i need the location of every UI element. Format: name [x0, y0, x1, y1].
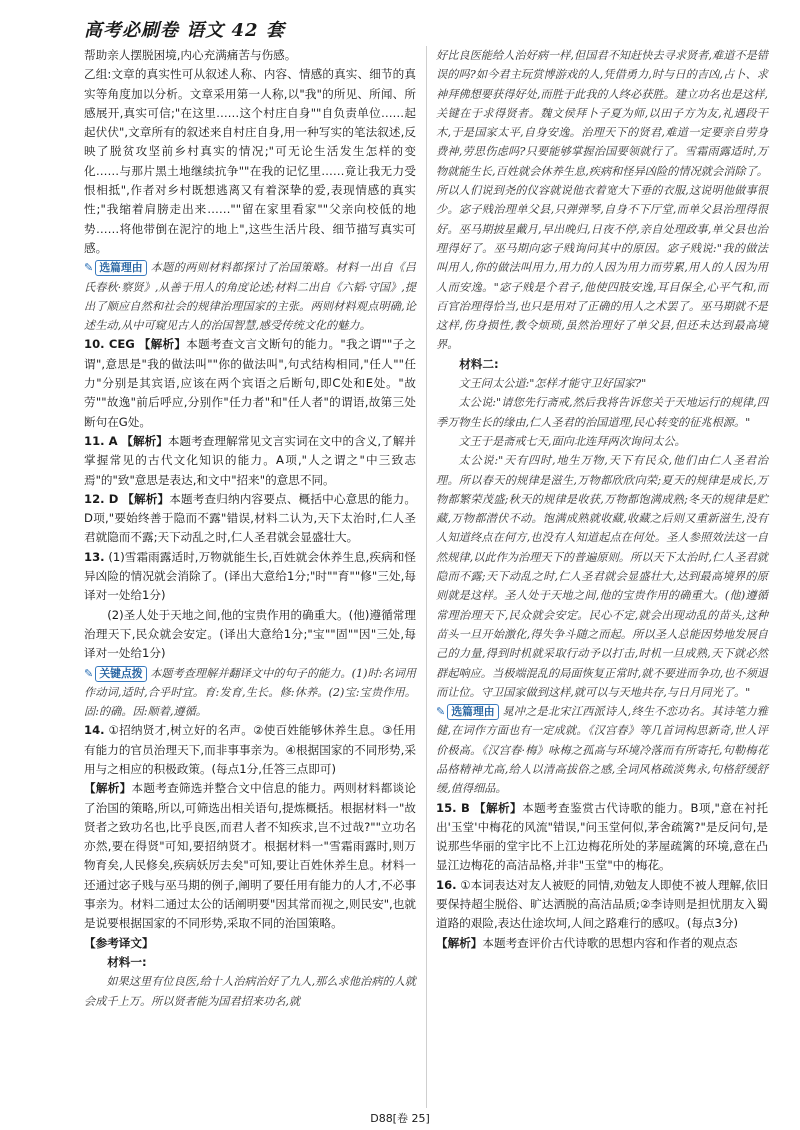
question-number: 14. [84, 723, 105, 738]
question-number: 16. [436, 877, 457, 892]
answer-paragraph [436, 451, 768, 702]
answer-paragraph [84, 664, 416, 722]
answer-paragraph [84, 490, 416, 548]
tag-label: 选篇理由 [447, 704, 498, 720]
paragraph-text: 本题考查理解并翻译文中的句子的能力。(1)时:名词用作动词,适时,合乎时宜。育:发育,生长。修:休养。(2)宝:宝贵作用。固:的确。因:顺着,遵循。 [84, 666, 416, 719]
answer-paragraph [436, 393, 768, 432]
analysis-label: 【解析】 [121, 433, 168, 448]
answer-paragraph [436, 46, 768, 355]
analysis-label: 【解析】 [138, 337, 187, 352]
pen-icon: ✎ [84, 666, 94, 680]
paragraph-text: 如果这里有位良医,给十人治病治好了九人,那么求他治病的人就会成千上万。所以贤者能为国君招来功名,就 [84, 975, 416, 1008]
answer-paragraph [84, 432, 416, 490]
paragraph-text: 帮助亲人摆脱困境,内心充满痛苦与伤感。 [84, 48, 297, 62]
answer-paragraph [84, 934, 416, 953]
paragraph-text: ①招纳贤才,树立好的名声。②使百姓能够休养生息。③任用有能力的官员治理天下,而非事事亲为。④根据国家的不同形势,采用与之相应的积极政策。(每点1分,任答三点即可) [84, 723, 416, 776]
paragraph-text: 本题考查筛选并整合文中信息的能力。两则材料都谈论了治国的策略,所以,可筛选出相关语句,提炼概括。根据材料一"故贤者之致功名也,比乎良医,而君人者不知疾求,岂不过哉?""立功名亦然,要在得贤"可知,要招纳贤才。根据材料一"雪霜雨露时,则万物育矣,人民修矣,疾病妖厉去矣"可知,要让百姓休养生息。材料一还通过宓子贱与巫马期的例子,阐明了要任用有能力的人才,不必事事亲为。材料二通过太公的话阐明要"因其常而视之,则民安",也就是说要根据国家的不同形势,采取不同的治国策略。 [84, 781, 416, 931]
question-number: 12. D [84, 491, 119, 506]
answer-paragraph [436, 934, 768, 953]
analysis-label: 【解析】 [122, 491, 170, 506]
answer-paragraph [84, 606, 416, 664]
answer-paragraph [436, 374, 768, 393]
page-header: 高考必刷卷 语文 42 套 [84, 20, 285, 41]
answer-paragraph [436, 702, 768, 798]
pen-icon: ✎ [84, 261, 94, 275]
answer-paragraph [436, 876, 768, 934]
paragraph-text: (1)雪霜雨露适时,万物就能生长,百姓就会休养生息,疾病和怪异凶险的情况就会消除了。(译出大意给1分;"时""育""修"三处,每译对一处给1分) [84, 549, 417, 603]
paragraph-text: 【参考译文】 [84, 935, 154, 950]
paragraph-text: 本题考查鉴赏古代诗歌的能力。B项,"意在衬托出'玉堂'中梅花的风流"错误,"问玉堂何似,茅舍疏篱?"是反问句,是说那些华丽的堂宇比不上江边梅花所处的茅屋疏篱的环境,意在凸显江边梅花的高洁品格,并非"玉堂"中的梅花。 [436, 800, 768, 873]
paragraph-text: 太公说:"天有四时,地生万物,天下有民众,他们由仁人圣君治理。所以春天的规律是滋生,万物都欣欣向荣;夏天的规律是成长,万物都繁荣茂盛;秋天的规律是收获,万物都饱满成熟;冬天的规律是贮藏,万物都潜伏不动。饱满成熟就收藏,收藏之后则又重新滋生,没有人知道终点在何方,也没有人知道起点在何处。圣人参照效法这一自然规律,以此作为治理天下的普遍原则。所以天下太治时,仁人圣君就隐而不露;天下动乱之时,仁人圣君就会显盛壮大,达到最高境界的原则就是这样。圣人处于天地之间,他的宝贵作用的确重大。(他)遵循常理治理天下,民众就会安定。民心不定,就会出现动乱的苗头,这种苗头一旦开始激化,得失争斗随之而起。所以圣人总能因势地发展自己的力量,得到时机就采取行动予以打击,时机一旦成熟,天下就必然群起响应。当极端混乱的局面恢复正常时,就不要进而争功,也不须退而让位。守卫国家做到这样,就可以与天地共存,与日月同光了。" [436, 454, 768, 699]
paragraph-text: (2)圣人处于天地之间,他的宝贵作用的确重大。(他)遵循常理治理天下,民众就会安定。(译出大意给1分;"宝""固""因"三处,每译对一处给1分) [84, 607, 416, 661]
answer-paragraph [84, 258, 416, 335]
column-divider [426, 46, 427, 1108]
paragraph-text: 本题考查文言文断句的能力。"我之谓""子之谓",意思是"我的做法叫""你的做法叫",句式结构相同,"任人""任力"分别是其宾语,应该在两个宾语之后断句,即C处和E处。"故劳""故逸"前后呼应,分别作"任力者"和"任人者"的谓语,故第三处断句在G处。 [84, 337, 417, 429]
answer-paragraph [436, 355, 768, 374]
answer-paragraph [436, 799, 768, 876]
answer-paragraph [84, 65, 416, 258]
paragraph-text: 本题考查归纳内容要点、概括中心意思的能力。D项,"要始终善于隐而不露"错误,材料二认为,天下太治时,仁人圣君就隐而不露;天下动乱之时,仁人圣君就会显盛壮大。 [84, 491, 416, 545]
paragraph-text: 材料二: [459, 356, 499, 371]
answer-paragraph [436, 432, 768, 451]
analysis-label: 【解析】 [436, 935, 483, 950]
page-number: D88[卷 25] [370, 1112, 430, 1125]
paragraph-text: 好比良医能给人治好病一样,但国君不知赶快去寻求贤者,难道不是错误的吗?如今君主玩赏博游戏的人,凭借勇力,时与日的吉凶,占卜、求神拜佛想要获得好处,而胜于此我的人终必获胜。建立功名也是这样,关键在于求得贤者。魏文侯拜卜子夏为师,以田子方为友,礼遇段干木,于是国家太平,自身安逸。治理天下的贤君,难道一定要亲自劳身费神,劳思伤虑吗?只要能够掌握治国要领就行了。雪霜雨露适时,万物就能生长,百姓就会休养生息,疾病和怪异凶险的情况就会消除了。所以人们说到尧的仪容就说他衣着宽大下垂的衣服,这说明他做事很少。宓子贱治理单父县,只弹弹琴,自身不下厅堂,而单父县治理得很好。巫马期披星戴月,早出晚归,日夜不停,亲自处理政事,单父县也治理得好了。巫马期向宓子贱询问其中的原因。宓子贱说:"我的做法叫用人,你的做法叫用力,用力的人因为用力而劳累,用人的人因为用人而安逸。"宓子贱是个君子,他使四肢安逸,耳目保全,心平气和,而百官治理得恰当,也只是用对了正确的用人之术罢了。巫马期就不是这样,伤身损性,教令烦琐,虽然治理好了单父县,但还未达到最高境界。 [436, 49, 768, 352]
answer-paragraph [84, 953, 416, 972]
paragraph-text: 晁冲之是北宋江西派诗人,终生不恋功名。其诗笔力雅健,在词作方面也有一定成就。《汉宫春》等几首词构思新奇,世人评价极高。《汉宫春·梅》咏梅之孤高与环境冷落而有所寄托,句勒梅花品格精神尤高,给人以清高拔俗之感,全词风格疏淡隽永,句格舒缓舒缓,值得细品。 [436, 705, 768, 796]
paragraph-text: 材料一: [107, 954, 147, 969]
tag-label: 选篇理由 [95, 260, 146, 276]
left-column [84, 46, 416, 1011]
analysis-label: 【解析】 [473, 800, 523, 815]
analysis-label: 【解析】 [84, 781, 132, 796]
paragraph-text: 太公说:"请您先行斋戒,然后我将告诉您关于天地运行的规律,四季万物生长的缘由,仁人圣君的治国道理,民心转变的征兆根源。" [436, 396, 768, 429]
paragraph-text: 本题考查理解常见文言实词在文中的含义,了解并掌握常见的古代文化知识的能力。A项,"人之谓之"中三致志焉"的"致"意思是表达,和文中"招来"的意思不同。 [84, 433, 416, 487]
pen-icon: ✎ [436, 705, 446, 719]
answer-paragraph [84, 46, 416, 65]
question-number: 15. B [436, 800, 470, 815]
question-number: 10. CEG [84, 337, 135, 352]
question-number: 11. A [84, 433, 118, 448]
question-number: 13. [84, 549, 105, 564]
answer-paragraph [84, 548, 416, 606]
paragraph-text: 文王问太公道:"怎样才能守卫好国家?" [458, 377, 647, 391]
paragraph-text: 乙组:文章的真实性可从叙述人称、内容、情感的真实、细节的真实等角度加以分析。文章采用第一人称,以"我"的所见、所闻、所感展开,真实可信;"在这里……这个村庄自身""自负责单位……起起伏伏",文章所有的叙述来自村庄自身,用一种写实的笔法叙述,反映了脱贫攻坚前乡村真实的情况;"可无论生活发生怎样的变化……与那片黑土地继续抗争""在我的记忆里……竟让我无力受恨相抵",作者对乡村既想逃离又有着深挚的爱,表现情感的真实性;"我缩着肩膀走出来……""留在家里看家""父亲向校低的地势……将他带倒在泥泞的地上",这些生活片段、细节描写真实可感。 [84, 67, 416, 255]
answer-paragraph [84, 335, 416, 431]
paragraph-text: 本题考查评价古代诗歌的思想内容和作者的观点态 [482, 935, 738, 950]
paragraph-text: 文王于是斋戒七天,面向北连拜两次询问太公。 [458, 434, 686, 448]
answer-paragraph [84, 779, 416, 933]
tag-label: 关键点拨 [95, 666, 146, 682]
paragraph-text: ①本词表达对友人被贬的同情,劝勉友人即使不被人理解,依旧要保持超尘脱俗、旷达洒脱的高洁品质;②李诗则是担忧朋友入蜀道路的艰险,表达仕途坎坷,人间之路难行的感叹。(每点3分) [436, 877, 768, 931]
paragraph-text: 本题的两则材料都探讨了治国策略。材料一出自《吕氏春秋·察贤》,从善于用人的角度论述;材料二出自《六韬·守国》,提出了顺应自然和社会的规律治理国家的主张。两则材料观点明确,论述生动,从中可窥见古人的治国智慧,感受传统文化的魅力。 [84, 261, 416, 333]
right-column [436, 46, 768, 953]
answer-paragraph [84, 972, 416, 1011]
answer-paragraph [84, 721, 416, 779]
